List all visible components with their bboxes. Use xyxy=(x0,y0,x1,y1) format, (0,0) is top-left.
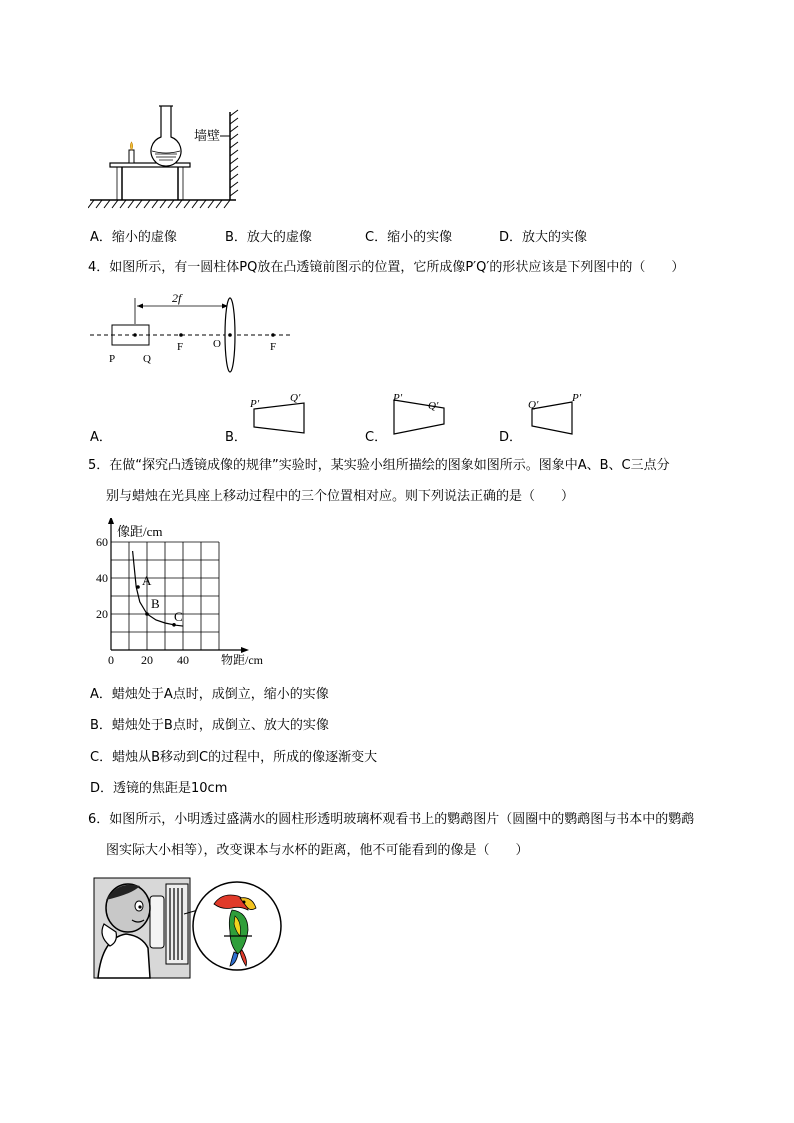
option-text: 蜡烛处于A点时，成倒立，缩小的实像 xyxy=(111,687,329,702)
x-tick-label: 20 xyxy=(141,653,153,667)
y-tick-label: 20 xyxy=(96,607,108,621)
y-axis-arrow xyxy=(108,518,114,524)
wall-label: 墙壁 xyxy=(194,128,221,143)
data-point-label-b: B xyxy=(151,596,160,611)
data-point-b xyxy=(145,612,149,616)
option-letter: B． xyxy=(225,230,247,245)
q4-option-a[interactable] xyxy=(90,429,112,447)
q5-option-a[interactable] xyxy=(90,686,329,704)
option-text: 蜡烛处于B点时，成倒立、放大的实像 xyxy=(111,718,329,733)
q4-figure xyxy=(85,288,300,380)
option-text: 缩小的虚像 xyxy=(111,230,177,245)
q6-figure xyxy=(92,876,287,981)
q6-stem-line2: 图实际大小相等），改变课本与水杯的距离，他不可能看到的像是（ ） xyxy=(106,843,529,858)
label-p: P xyxy=(109,353,116,365)
option-text: 放大的实像 xyxy=(522,230,588,245)
q4-option-c[interactable] xyxy=(365,429,387,447)
dist-2f-label: 2f xyxy=(172,291,182,305)
x-axis-label: 物距/cm xyxy=(221,653,263,667)
label-f-left: F xyxy=(177,341,184,353)
q5-stem-line2: 别与蜡烛在光具座上移动过程中的三个位置相对应。则下列说法正确的是（ ） xyxy=(106,489,575,504)
option-letter: B． xyxy=(90,718,112,733)
label-o: O xyxy=(213,338,221,350)
q5-option-c[interactable] xyxy=(90,749,377,767)
q4-option-c-shape xyxy=(388,388,458,440)
label-q: Q xyxy=(143,353,151,365)
y-tick-label: 60 xyxy=(96,535,108,549)
option-letter: A． xyxy=(90,230,112,245)
q5-option-b[interactable] xyxy=(90,717,329,735)
q3-option-d[interactable] xyxy=(499,229,587,247)
option-letter: D． xyxy=(499,230,523,245)
option-letter: C． xyxy=(90,750,113,765)
label-p-prime: P′ xyxy=(250,398,260,410)
label-p-prime: P′ xyxy=(572,392,582,404)
option-letter: A． xyxy=(90,687,112,702)
data-point-label-c: C xyxy=(174,608,183,624)
y-axis-label: 像距/cm xyxy=(117,524,163,539)
q3-option-c[interactable] xyxy=(365,229,452,247)
q6-stem-line1: 6．如图所示，小明透过盛满水的圆柱形透明玻璃杯观看书上的鹦鹉图片（圆圈中的鹦鹉图与书本中的鹦鹉 xyxy=(88,812,695,827)
option-text: 透镜的焦距是10cm xyxy=(113,781,228,796)
q5-option-d[interactable] xyxy=(90,780,227,798)
option-letter: C． xyxy=(365,230,388,245)
q3-option-b[interactable] xyxy=(225,229,312,247)
option-letter: B． xyxy=(225,430,247,445)
y-tick-label: 40 xyxy=(96,571,108,585)
q4-stem: 4．如图所示，有一圆柱体PQ放在凸透镜前图示的位置，它所成像P′Q′的形状应该是下列图中的（ ） xyxy=(88,260,685,275)
label-q-prime: Q′ xyxy=(290,392,301,404)
option-letter: D． xyxy=(90,781,114,796)
option-text: 缩小的实像 xyxy=(387,230,453,245)
x-tick-label: 40 xyxy=(177,653,189,667)
q3-figure xyxy=(88,100,248,215)
q4-option-d[interactable] xyxy=(499,429,522,447)
q4-option-b-shape xyxy=(248,388,318,440)
x-tick-label: 0 xyxy=(108,653,114,667)
q5-stem-line1: 5．在做“探究凸透镜成像的规律”实验时，某实验小组所描绘的图象如图所示。图象中A、B、C三点分 xyxy=(88,458,670,473)
option-text: 放大的虚像 xyxy=(246,230,312,245)
label-q-prime: Q′ xyxy=(528,399,539,411)
q4-option-b[interactable] xyxy=(225,429,247,447)
label-q-prime: Q′ xyxy=(428,400,439,412)
label-p-prime: P′ xyxy=(393,392,403,404)
q3-option-a[interactable] xyxy=(90,229,177,247)
q5-chart xyxy=(85,518,305,678)
q4-option-d-shape xyxy=(524,388,594,440)
option-letter: C． xyxy=(365,430,388,445)
data-point-a xyxy=(136,585,140,589)
option-letter: D． xyxy=(499,430,523,445)
option-text: 蜡烛从B移动到C的过程中，所成的像逐渐变大 xyxy=(112,750,378,765)
label-f-right: F xyxy=(270,341,277,353)
option-letter: A． xyxy=(90,430,112,445)
data-point-label-a: A xyxy=(142,573,152,588)
